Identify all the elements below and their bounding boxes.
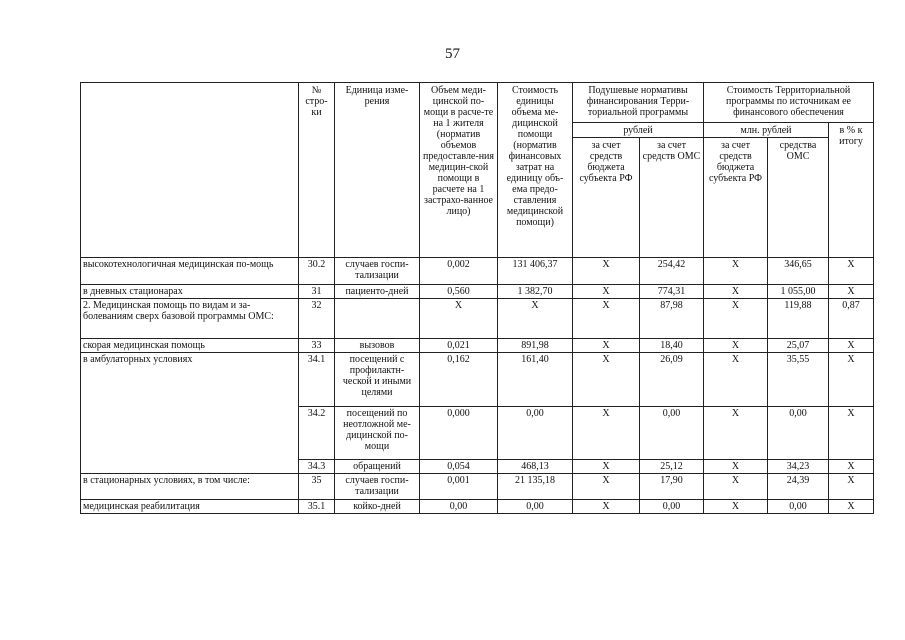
- row-cost: 161,40: [498, 353, 573, 407]
- row-unit: койко-дней: [335, 500, 420, 514]
- row-oms: 87,98: [640, 299, 704, 339]
- row-budget: X: [573, 500, 640, 514]
- row-pct: X: [829, 285, 874, 299]
- row-volume: 0,162: [420, 353, 498, 407]
- row-oms-mln: 0,00: [768, 407, 829, 460]
- row-pct: X: [829, 500, 874, 514]
- row-oms: 774,31: [640, 285, 704, 299]
- row-oms: 0,00: [640, 500, 704, 514]
- row-budget-mln: X: [704, 474, 768, 500]
- header-mln-rubles: млн. рублей: [704, 123, 829, 138]
- table-row: [81, 474, 874, 500]
- row-name: в стационарных условиях, в том числе:: [81, 474, 299, 500]
- row-volume: 0,001: [420, 474, 498, 500]
- row-unit: посещений с профилактн-ческой и иными целями: [335, 353, 420, 407]
- row-budget-mln: X: [704, 299, 768, 339]
- row-volume: 0,021: [420, 339, 498, 353]
- row-budget-mln: X: [704, 460, 768, 474]
- header-budget-rf: за счет средств бюджета субъекта РФ: [573, 138, 640, 258]
- row-oms-mln: 119,88: [768, 299, 829, 339]
- row-cost: X: [498, 299, 573, 339]
- row-budget: X: [573, 285, 640, 299]
- row-name: 2. Медицинская помощь по видам и за-болеваниям сверх базовой программы ОМС:: [81, 299, 299, 339]
- row-unit: случаев госпи-тализации: [335, 258, 420, 285]
- row-oms-mln: 346,65: [768, 258, 829, 285]
- row-oms-mln: 1 055,00: [768, 285, 829, 299]
- row-volume: 0,00: [420, 500, 498, 514]
- row-oms-mln: 25,07: [768, 339, 829, 353]
- row-budget-mln: X: [704, 339, 768, 353]
- row-oms-mln: 0,00: [768, 500, 829, 514]
- row-unit: пациенто-дней: [335, 285, 420, 299]
- row-no: 35: [299, 474, 335, 500]
- row-cost: 0,00: [498, 407, 573, 460]
- row-no: 34.1: [299, 353, 335, 407]
- row-budget-mln: X: [704, 285, 768, 299]
- row-no: 34.2: [299, 407, 335, 460]
- program-cost-table: [80, 82, 874, 514]
- table-row: [81, 353, 874, 407]
- row-pct: X: [829, 353, 874, 407]
- row-oms-mln: 24,39: [768, 474, 829, 500]
- header-volume: Объем меди-цинской по-мощи в расче-те на 1 жителя (норматив объемов предоставле-ния медицин-ской помощи в расчете на 1 застрахо-ванное лицо): [420, 83, 498, 258]
- row-no: 32: [299, 299, 335, 339]
- header-rubles: рублей: [573, 123, 704, 138]
- row-volume: 0,002: [420, 258, 498, 285]
- row-name: в амбулаторных условиях: [81, 353, 299, 474]
- row-cost: 468,13: [498, 460, 573, 474]
- row-no: 31: [299, 285, 335, 299]
- header-oms: за счет средств ОМС: [640, 138, 704, 258]
- table-row: [81, 339, 874, 353]
- row-oms-mln: 35,55: [768, 353, 829, 407]
- table-row: [81, 258, 874, 285]
- row-pct: X: [829, 258, 874, 285]
- header-percent-total: в % к итогу: [829, 123, 874, 258]
- row-pct: 0,87: [829, 299, 874, 339]
- row-no: 30.2: [299, 258, 335, 285]
- row-budget-mln: X: [704, 258, 768, 285]
- header-unit: Единица изме-рения: [335, 83, 420, 258]
- header-row-no: № стро-ки: [299, 83, 335, 258]
- row-volume: 0,054: [420, 460, 498, 474]
- row-volume: 0,560: [420, 285, 498, 299]
- row-budget-mln: X: [704, 500, 768, 514]
- row-oms: 17,90: [640, 474, 704, 500]
- row-oms: 26,09: [640, 353, 704, 407]
- row-oms-mln: 34,23: [768, 460, 829, 474]
- row-unit: случаев госпи-тализации: [335, 474, 420, 500]
- row-cost: 0,00: [498, 500, 573, 514]
- row-budget: X: [573, 474, 640, 500]
- row-oms: 25,12: [640, 460, 704, 474]
- row-oms: 18,40: [640, 339, 704, 353]
- header-budget-rf-mln: за счет средств бюджета субъекта РФ: [704, 138, 768, 258]
- row-budget-mln: X: [704, 407, 768, 460]
- row-budget: X: [573, 258, 640, 285]
- row-budget: X: [573, 353, 640, 407]
- table-row: [81, 285, 874, 299]
- row-budget: X: [573, 339, 640, 353]
- row-pct: X: [829, 339, 874, 353]
- header-per-capita: Подушевые нормативы финансирования Терри-ториальной программы: [573, 83, 704, 123]
- row-budget: X: [573, 460, 640, 474]
- page-number: 57: [445, 46, 460, 62]
- row-unit: [335, 299, 420, 339]
- row-cost: 131 406,37: [498, 258, 573, 285]
- row-no: 33: [299, 339, 335, 353]
- row-name: скорая медицинская помощь: [81, 339, 299, 353]
- row-oms: 254,42: [640, 258, 704, 285]
- row-budget: X: [573, 407, 640, 460]
- row-cost: 891,98: [498, 339, 573, 353]
- row-name: в дневных стационарах: [81, 285, 299, 299]
- row-pct: X: [829, 474, 874, 500]
- row-unit: вызовов: [335, 339, 420, 353]
- row-budget-mln: X: [704, 353, 768, 407]
- row-name: высокотехнологичная медицинская по-мощь: [81, 258, 299, 285]
- table-row: [81, 299, 874, 339]
- row-volume: 0,000: [420, 407, 498, 460]
- row-budget: X: [573, 299, 640, 339]
- header-oms-mln: средства ОМС: [768, 138, 829, 258]
- row-oms: 0,00: [640, 407, 704, 460]
- row-unit: посещений по неотложной ме-дицинской по-мощи: [335, 407, 420, 460]
- row-no: 34.3: [299, 460, 335, 474]
- row-volume: X: [420, 299, 498, 339]
- header-territorial-cost: Стоимость Территориальной программы по источникам ее финансового обеспечения: [704, 83, 874, 123]
- table-row: [81, 500, 874, 514]
- row-no: 35.1: [299, 500, 335, 514]
- header-name-cell: [81, 83, 299, 258]
- row-cost: 21 135,18: [498, 474, 573, 500]
- row-cost: 1 382,70: [498, 285, 573, 299]
- row-pct: X: [829, 407, 874, 460]
- row-name: медицинская реабилитация: [81, 500, 299, 514]
- header-cost-unit: Стоимость единицы объема ме-дицинской помощи (норматив финансовых затрат на единицу объ-ема предо-ставления медицинской помощи): [498, 83, 573, 258]
- row-unit: обращений: [335, 460, 420, 474]
- row-pct: X: [829, 460, 874, 474]
